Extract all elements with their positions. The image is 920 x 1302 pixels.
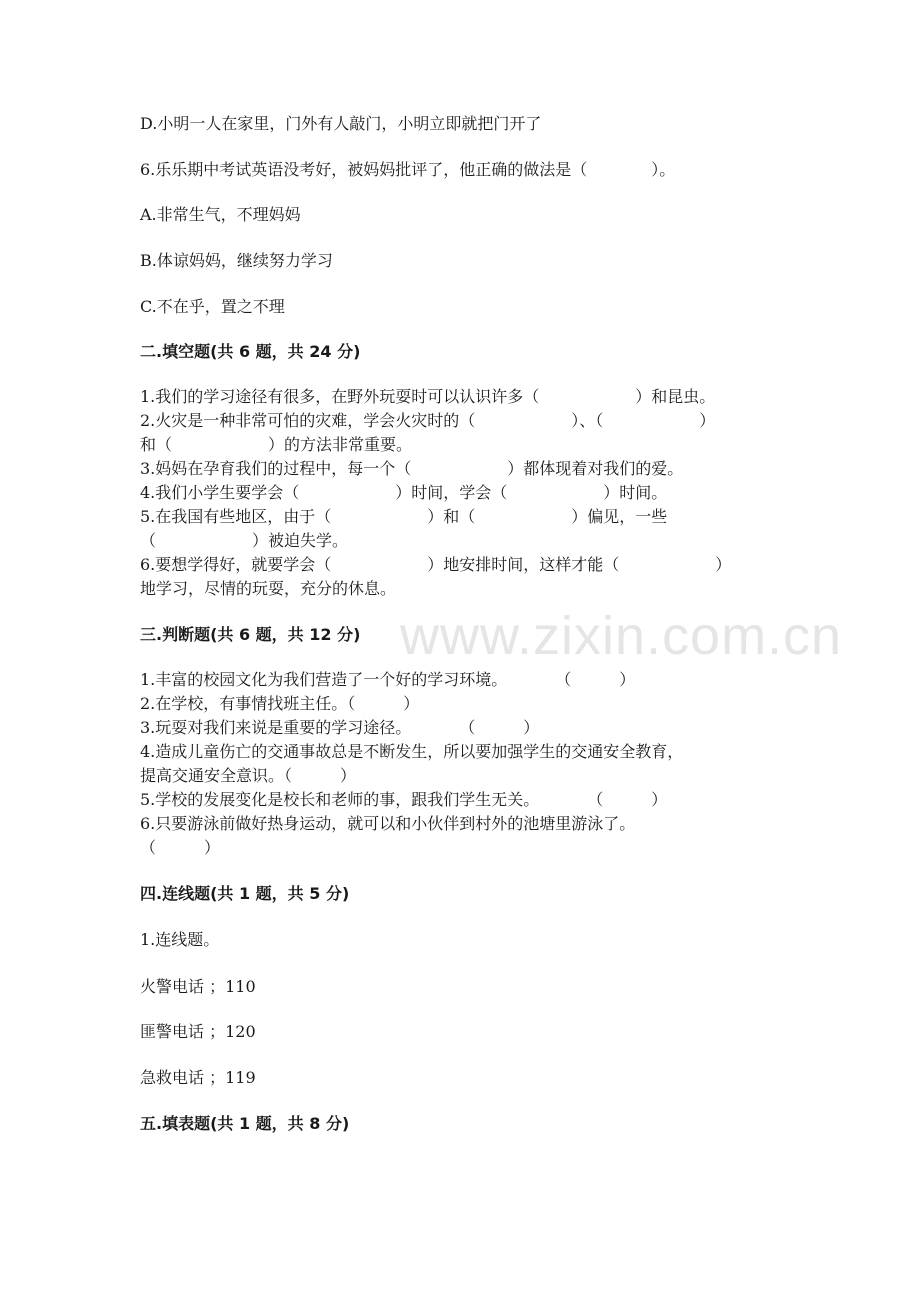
judge-line: 2.在学校，有事情找班主任。（ ）: [140, 694, 420, 713]
judge-line: （ ）: [140, 838, 221, 857]
judge-line: 6.只要游泳前做好热身运动，就可以和小伙伴到村外的池塘里游泳了。: [140, 814, 636, 833]
q5-option-d: D.小明一人在家里，门外有人敲门，小明立即就把门开了: [140, 114, 542, 133]
judge-line: 4.造成儿童伤亡的交通事故总是不断发生，所以要加强学生的交通安全教育，: [140, 742, 684, 761]
fill-line: 4.我们小学生要学会（ ）时间，学会（ ）时间。: [140, 483, 668, 502]
fill-line: 和（ ）的方法非常重要。: [140, 435, 413, 454]
watermark: www.zixin.com.cn: [400, 606, 843, 666]
match-row: 急救电话 ；119: [140, 1068, 256, 1087]
q6-option-b: B.体谅妈妈，继续努力学习: [140, 251, 333, 270]
section4-title: 四.连线题(共 1 题，共 5 分): [140, 884, 350, 903]
fill-line: 6.要想学得好，就要学会（ ）地安排时间，这样才能（ ）: [140, 555, 732, 574]
judge-line: 5.学校的发展变化是校长和老师的事，跟我们学生无关。 （ ）: [140, 790, 668, 809]
section2-title: 二.填空题(共 6 题，共 24 分): [140, 342, 361, 361]
judge-line: 3.玩耍对我们来说是重要的学习途径。 （ ）: [140, 718, 540, 737]
fill-line: 地学习，尽情的玩耍，充分的休息。: [140, 579, 397, 598]
judge-line: 提高交通安全意识。（ ）: [140, 766, 357, 785]
fill-line: （ ）被迫失学。: [140, 531, 349, 550]
judge-line: 1.丰富的校园文化为我们营造了一个好的学习环境。 （ ）: [140, 670, 636, 689]
fill-line: 5.在我国有些地区，由于（ ）和（ ）偏见，一些: [140, 507, 668, 526]
fill-line: 1.我们的学习途径有很多，在野外玩耍时可以认识许多（ ）和昆虫。: [140, 387, 716, 406]
q6-option-a: A.非常生气，不理妈妈: [140, 205, 301, 224]
match-row: 火警电话 ；110: [140, 977, 256, 996]
fill-line: 3.妈妈在孕育我们的过程中，每一个（ ）都体现着对我们的爱。: [140, 459, 684, 478]
section3-title: 三.判断题(共 6 题，共 12 分): [140, 625, 361, 644]
match-row: 匪警电话 ；120: [140, 1022, 256, 1041]
q6-stem: 6.乐乐期中考试英语没考好，被妈妈批评了，他正确的做法是（ ）。: [140, 160, 676, 179]
section5-title: 五.填表题(共 1 题，共 8 分): [140, 1114, 350, 1133]
fill-line: 2.火灾是一种非常可怕的灾难，学会火灾时的（ ）、（ ）: [140, 411, 716, 430]
q6-option-c: C.不在乎，置之不理: [140, 297, 285, 316]
match-question: 1.连线题。: [140, 930, 220, 949]
